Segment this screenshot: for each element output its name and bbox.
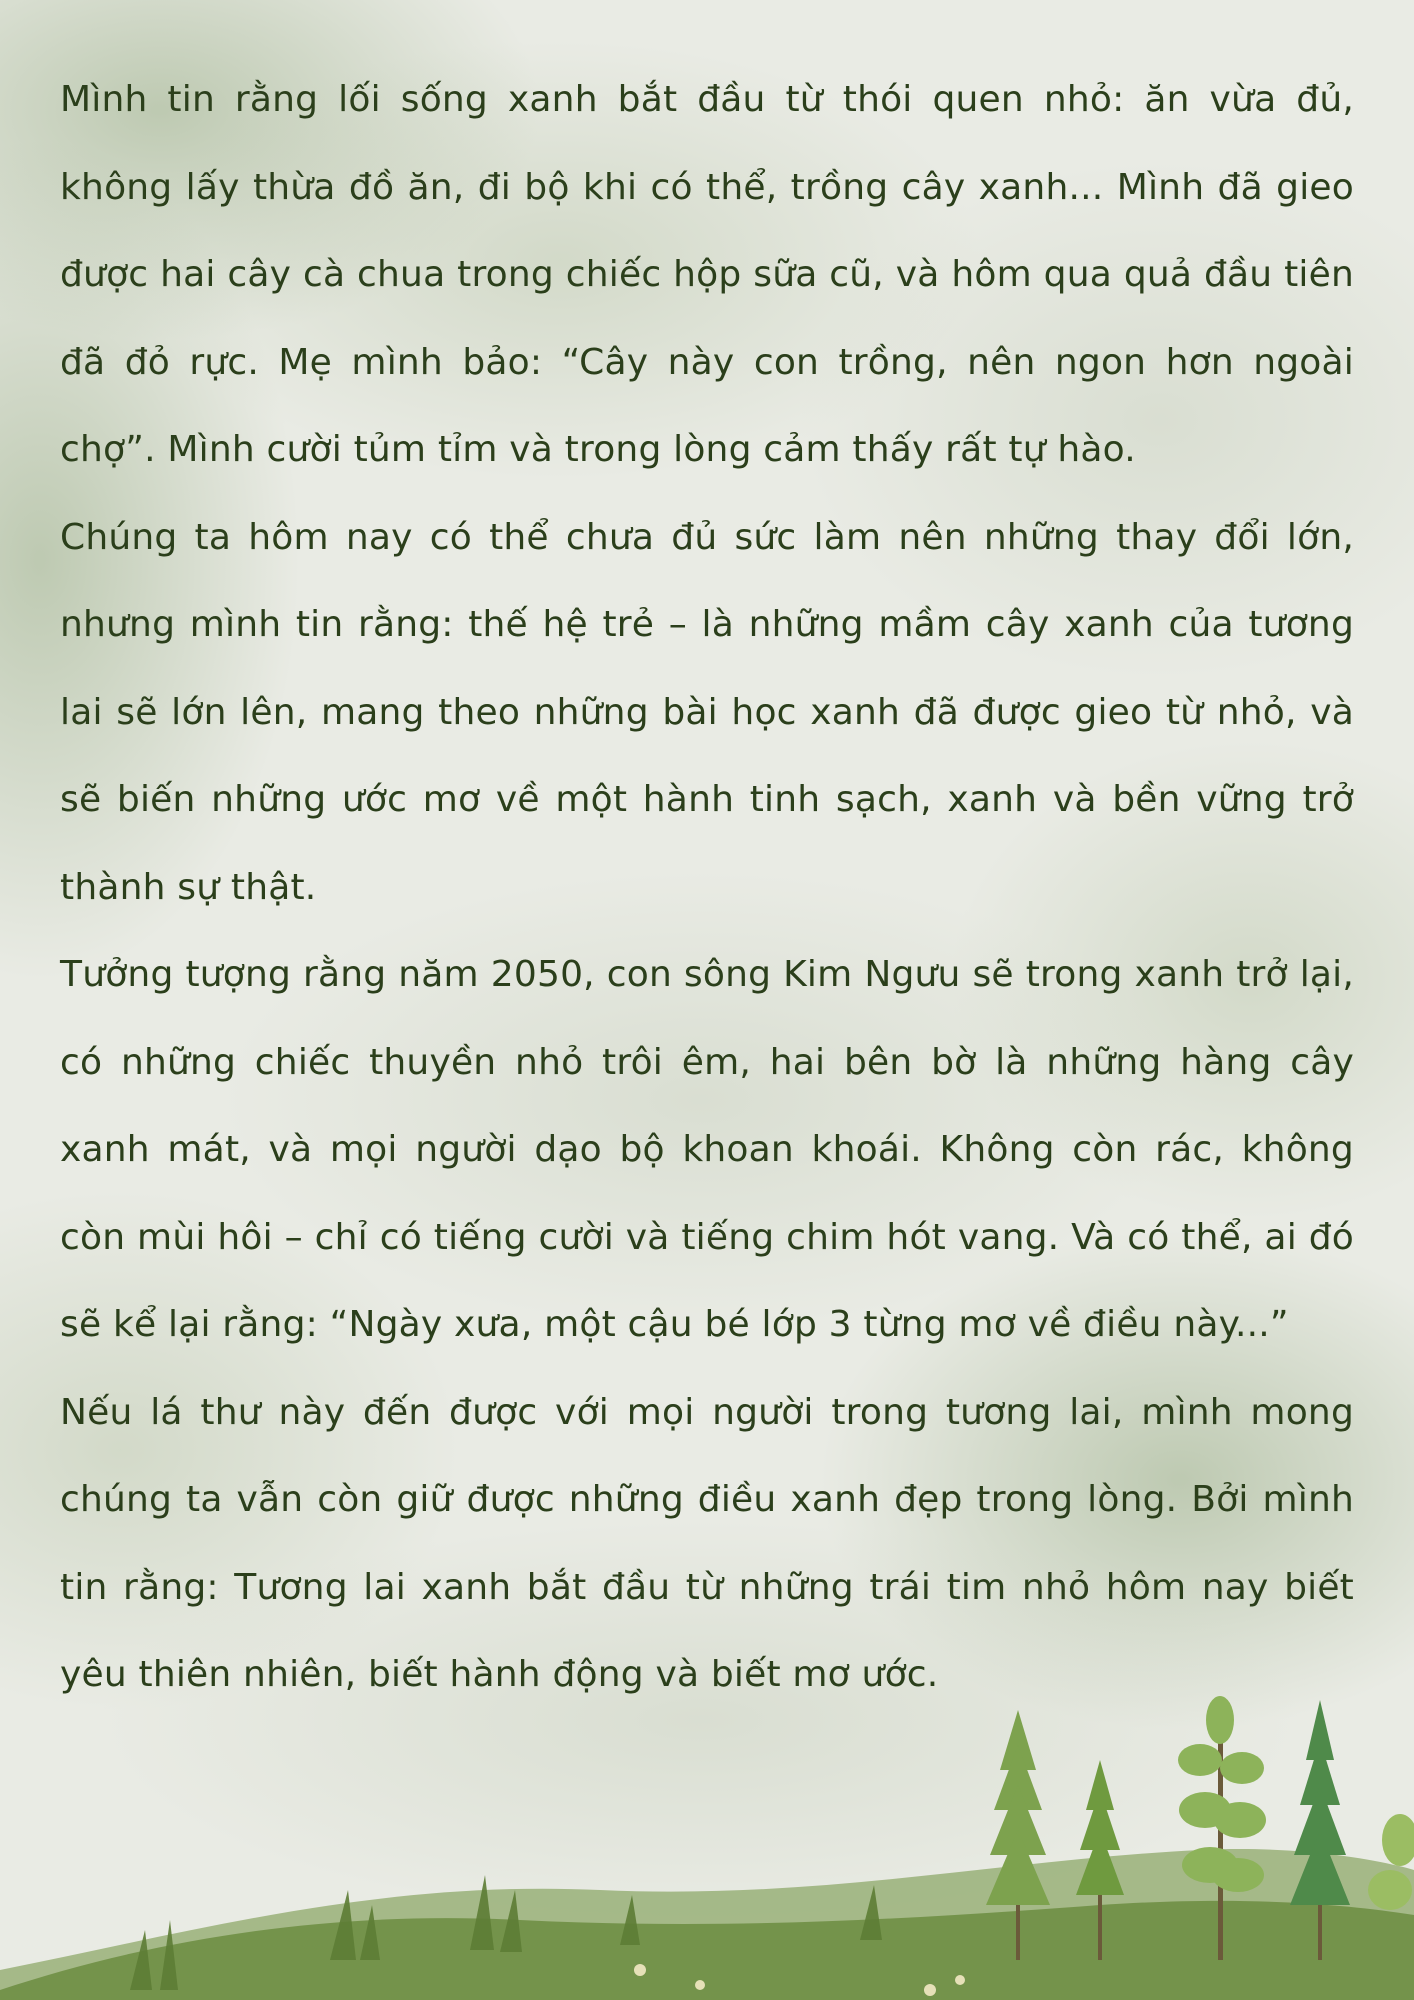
grass-hill-illustration [0, 1690, 1414, 2000]
letter-paragraph-1: Mình tin rằng lối sống xanh bắt đầu từ thói quen nhỏ: ăn vừa đủ, không lấy thừa đồ ăn, đi bộ khi có thể, trồng cây xanh... Mình đã gieo được hai cây cà chua trong chiếc hộp sữa cũ, và hôm qua quả đầu tiên đã đỏ rực. Mẹ mình bảo: “Cây này con trồng, nên ngon hơn ngoài chợ”. Mình cười tủm tỉm và trong lòng cảm thấy rất tự hào. [60, 79, 1354, 470]
letter-body [60, 56, 1354, 1719]
letter-paragraph-2: Chúng ta hôm nay có thể chưa đủ sức làm nên những thay đổi lớn, nhưng mình tin rằng: thế hệ trẻ – là những mầm cây xanh của tương lai sẽ lớn lên, mang theo những bài học xanh đã được gieo từ nhỏ, và sẽ biến những ước mơ về một hành tinh sạch, xanh và bền vững trở thành sự thật. [60, 516, 1354, 908]
letter-paragraph-3: Tưởng tượng rằng năm 2050, con sông Kim Ngưu sẽ trong xanh trở lại, có những chiếc thuyền nhỏ trôi êm, hai bên bờ là những hàng cây xanh mát, và mọi người dạo bộ khoan khoái. Không còn rác, không còn mùi hôi – chỉ có tiếng cười và tiếng chim hót vang. Và có thể, ai đó sẽ kể lại rằng: “Ngày xưa, một cậu bé lớp 3 từng mơ về điều này...” [60, 954, 1354, 1345]
letter-paragraph-4: Nếu lá thư này đến được với mọi người trong tương lai, mình mong chúng ta vẫn còn giữ được những điều xanh đẹp trong lòng. Bởi mình tin rằng: Tương lai xanh bắt đầu từ những trái tim nhỏ hôm nay biết yêu thiên nhiên, biết hành động và biết mơ ước. [60, 1391, 1354, 1695]
